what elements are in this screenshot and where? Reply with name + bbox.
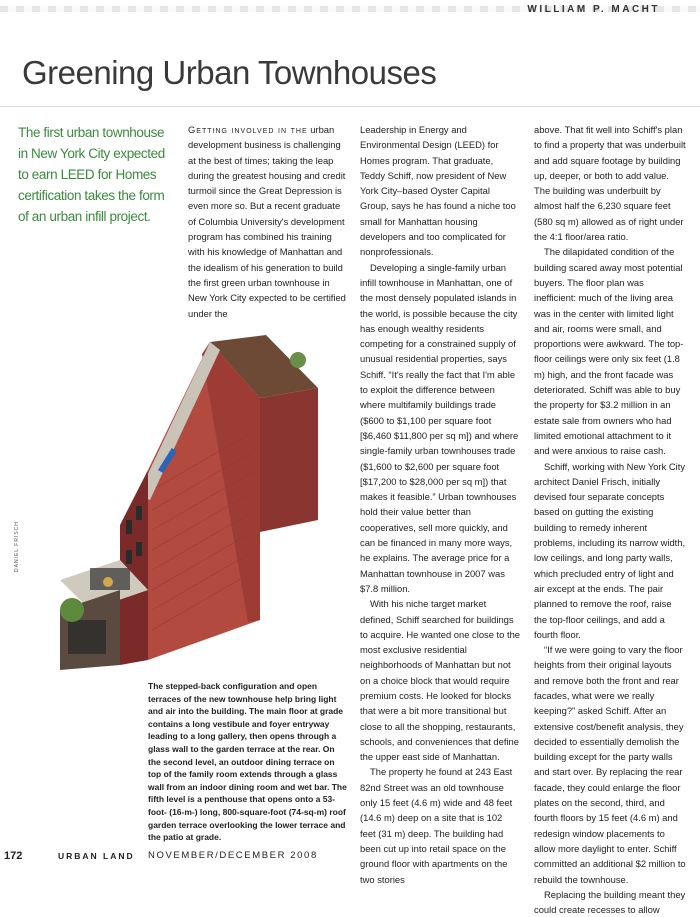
issue-date: NOVEMBER/DECEMBER 2008 (148, 850, 318, 861)
lead-text: urban development business is challenging at the best of times; taking the leap during the greatest housing and credit turmoil since the Great Depression is even more so. But a recent graduate of Columbia University's development program has combined his training with his knowledge of Manhattan and the idealism of his generation to build the first green urban townhouse in New York City expected to be certified under the (188, 124, 346, 319)
paragraph: The property he found at 243 East 82nd Street was an old townhouse only 15 feet (4.6 m) wide and 48 feet (14.6 m) deep on a site that is 102 feet (31 m) deep. The building had been cut up into retail space on the ground floor with apartments on the two stories (360, 766, 513, 885)
townhouse-illustration (60, 320, 350, 670)
page-footer (0, 848, 700, 868)
paragraph: Replacing the building meant they could create recesses to allow (534, 888, 686, 916)
text-column-2 (360, 122, 520, 887)
paragraph: The dilapidated condition of the building scared away most potential buyers. The floor plan was inefficient: much of the living area was in the center with limited light and air, rooms were small, and proportions were awkward. The top-floor ceilings were only six feet (1.8 m) high, and the front facade was deteriorated. Schiff was able to buy the property for $3.2 million in an estate sale from owners who had limited emotional attachment to it and were anxious to raise cash. (534, 246, 684, 457)
garden-glass-wall (68, 620, 106, 654)
tree (60, 598, 84, 622)
title-divider (0, 106, 700, 107)
paragraph: “If we were going to vary the floor heights from their original layouts and remove both the front and rear facades, what were we really keeping?” asked Schiff. After an extensive cost/benefit analysis, they decided to essentially demolish the building except for the party walls and start over. By replacing the rear facade, they could enlarge the floor plates on the second, third, and fourth floors by 15 feet (4.6 m) and redesign window placements to allow more daylight to enter. Schiff committed an additional $2 million to rebuild the townhouse. (534, 644, 686, 885)
author-byline: WILLIAM P. MACHT (527, 4, 660, 15)
text-column-3 (534, 122, 686, 917)
lead-in: Getting involved in the (188, 124, 308, 135)
article-deck: The first urban townhouse in New York City expected to earn LEED for Homes certification takes the form of an urban infill project. (18, 125, 165, 224)
figure-caption: The stepped-back configuration and open terraces of the new townhouse help bring light and air into the building. The main floor at grade contains a long vestibule and foyer entryway leading to a long gallery, then opens through a glass wall to the garden terrace at the rear. On the second level, an outdoor dining terrace on top of the family room extends through a glass wall from an indoor dining room and wet bar. The fifth level is a penthouse that opens onto a 53-foot- (16-m-) long, 800-square-foot (74-sq-m) roof garden terrace overlooking the lower terrace and the patio at grade. (148, 681, 347, 843)
paragraph: Leadership in Energy and Environmental Design (LEED) for Homes program. That graduate, Teddy Schiff, now president of New York City–based Oyster Capital Group, says he has found a niche too small for Manhattan housing developers and too complicated for nonprofessionals. (360, 124, 516, 258)
photo-credit: DANIEL FRISCH (14, 521, 20, 572)
tree (290, 352, 306, 368)
paragraph: above. That fit well into Schiff's plan to find a property that was underbuilt and add square footage by building up, deeper, or both to add value. The building was underbuilt by almost half the 6,230 square feet (580 sq m) allowed as of right under the 4:1 floor/area ratio. (534, 124, 686, 243)
text-column-1 (188, 122, 346, 321)
publication-name: URBAN LAND (58, 851, 135, 861)
paragraph: Developing a single-family urban infill townhouse in Manhattan, one of the most densely populated islands in the world, is possible because the city has enough wealthy residents competing for a constrained supply of unusual residential properties, says Schiff. “It's really the fact that I'm able to exploit the difference between where multifamily buildings trade ($600 to $1,100 per square foot [$6,460 $11,800 per sq m]) and where single-family urban townhouses trade ($1,600 to $2,600 per square foot [$17,200 to $28,000 per sq m]) that makes it feasible.” Urban townhouses hold their value better than cooperatives, sell more quickly, and can be financed in many more ways, he explains. The average price for a Manhattan townhouse in 2007 was $7.8 million. (360, 261, 519, 594)
dining-table (103, 577, 113, 587)
paragraph: With his niche target market defined, Schiff searched for buildings to acquire. He wanted one close to the most exclusive residential neighborhoods of Manhattan but not on a choice block that would require premium costs. He looked for blocks that were a bit more transitional but close to all the shopping, restaurants, schools, and conveniences that define the upper east side of Manhattan. (360, 598, 520, 763)
rear-upper-wall (260, 388, 318, 532)
article-title: Greening Urban Townhouses (22, 54, 437, 91)
paragraph: Schiff, working with New York City architect Daniel Frisch, initially devised four separate concepts based on gutting the existing building to remedy inherent problems, including its narrow width, low ceilings, and long party walls, which precluded entry of light and air except at the ends. The pair planned to remove the roof, raise the top-floor ceilings, and add a fourth floor. (534, 460, 686, 640)
lead-paragraph (188, 122, 346, 321)
page-number: 172 (4, 850, 23, 862)
